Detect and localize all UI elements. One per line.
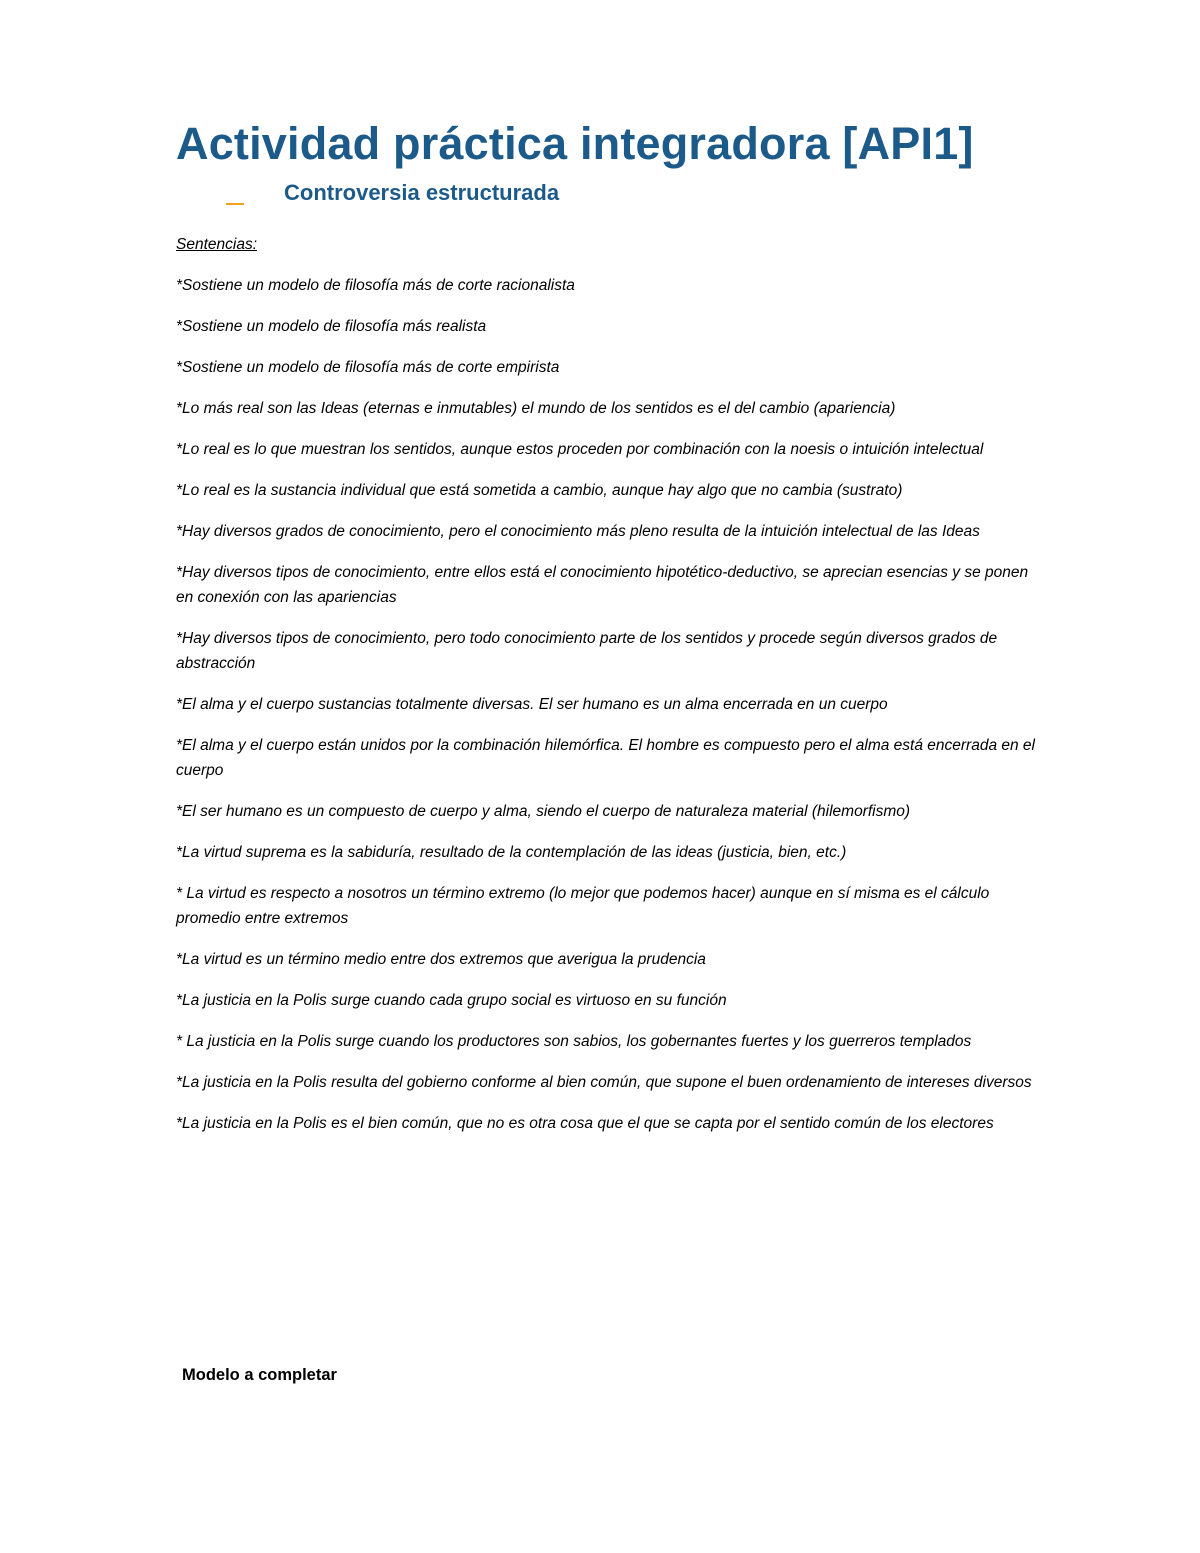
sentence-item: *La justicia en la Polis resulta del gobierno conforme al bien común, que supone el buen ordenamiento de intereses diversos (176, 1074, 1032, 1091)
sentences-section (176, 232, 1036, 1152)
sentence-item: *El alma y el cuerpo están unidos por la combinación hilemórfica. El hombre es compuesto pero el alma está encerrada en el cuerpo (176, 737, 1035, 779)
sentence-item: *Hay diversos grados de conocimiento, pero el conocimiento más pleno resulta de la intuición intelectual de las Ideas (176, 523, 980, 540)
sentence-item: *Lo real es la sustancia individual que está sometida a cambio, aunque hay algo que no cambia (sustrato) (176, 482, 903, 499)
sentence-item: * La virtud es respecto a nosotros un término extremo (lo mejor que podemos hacer) aunque en sí misma es el cálculo promedio entre extremos (176, 885, 990, 927)
sentence-item: *La justicia en la Polis surge cuando cada grupo social es virtuoso en su función (176, 992, 727, 1009)
sentences-heading: Sentencias: (176, 236, 257, 253)
sentence-item: *Sostiene un modelo de filosofía más realista (176, 318, 487, 335)
document-subtitle: Controversia estructurada (284, 180, 560, 205)
sentence-item: *La virtud suprema es la sabiduría, resultado de la contemplación de las ideas (justicia, bien, etc.) (176, 844, 847, 861)
sentence-item: *El ser humano es un compuesto de cuerpo y alma, siendo el cuerpo de naturaleza material (hilemorfismo) (176, 803, 911, 820)
document-title: Actividad práctica integradora [API1] (176, 118, 974, 169)
sentence-item: *La virtud es un término medio entre dos extremos que averigua la prudencia (176, 951, 706, 968)
sentence-item: * La justicia en la Polis surge cuando los productores son sabios, los gobernantes fuertes y los guerreros templados (176, 1033, 972, 1050)
sentence-item: *La justicia en la Polis es el bien común, que no es otra cosa que el que se capta por el sentido común de los electores (176, 1115, 994, 1132)
sentence-item: *Lo más real son las Ideas (eternas e inmutables) el mundo de los sentidos es el del cambio (apariencia) (176, 400, 896, 417)
sentence-item: *Hay diversos tipos de conocimiento, entre ellos está el conocimiento hipotético-deductivo, se aprecian esencias y se ponen en conexión con las apariencias (176, 564, 1029, 606)
sentence-item: *Sostiene un modelo de filosofía más de corte racionalista (176, 277, 575, 294)
decorative-mark (226, 203, 244, 205)
sentence-item: *El alma y el cuerpo sustancias totalmente diversas. El ser humano es un alma encerrada en un cuerpo (176, 696, 888, 713)
model-to-complete-label: Modelo a completar (182, 1366, 337, 1384)
sentence-item: *Hay diversos tipos de conocimiento, pero todo conocimiento parte de los sentidos y procede según diversos grados de abstracción (176, 630, 998, 672)
sentence-item: *Sostiene un modelo de filosofía más de corte empirista (176, 359, 560, 376)
sentence-item: *Lo real es lo que muestran los sentidos, aunque estos proceden por combinación con la noesis o intuición intelectual (176, 441, 984, 458)
